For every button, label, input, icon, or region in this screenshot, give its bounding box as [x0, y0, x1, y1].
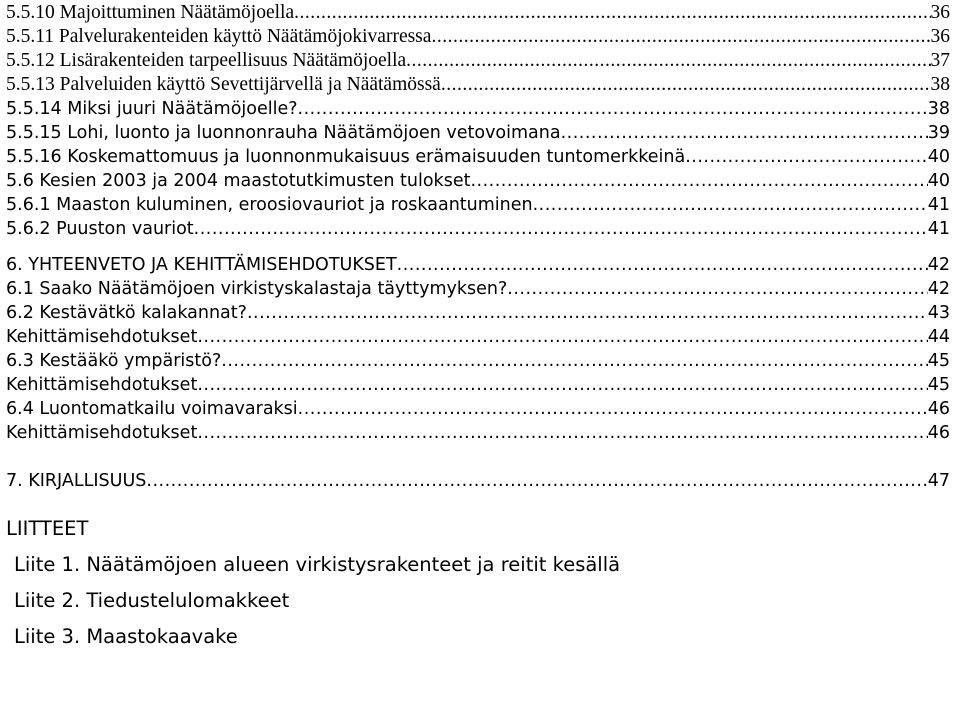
- dot-leader: [298, 97, 928, 121]
- toc-entry[interactable]: 5.5.11 Palvelurakenteiden käyttö Näätämöjokivarressa ..... 36: [6, 25, 950, 49]
- toc-entry[interactable]: Kehittämisehdotukset ..... 45: [6, 373, 950, 397]
- dot-leader: [561, 121, 928, 145]
- toc-entry[interactable]: 5.5.16 Koskemattomuus ja luonnonmukaisuus erämaisuuden tuntomerkkeinä ..... 40: [6, 145, 950, 169]
- dot-leader: [221, 349, 927, 373]
- appendix-item[interactable]: Liite 1. Näätämöjoen alueen virkistysrakenteet ja reitit kesällä: [14, 553, 621, 576]
- toc-entry[interactable]: Kehittämisehdotukset ..... 46: [6, 421, 950, 445]
- toc-entry[interactable]: 5.5.15 Lohi, luonto ja luonnonrauha Näätämöjoen vetovoimana ..... 39: [6, 121, 950, 145]
- toc-entry[interactable]: 7. KIRJALLISUUS ..... 47: [6, 469, 950, 493]
- dot-leader: [247, 301, 928, 325]
- toc-entry[interactable]: Kehittämisehdotukset ..... 44: [6, 325, 950, 349]
- dot-leader: [294, 1, 930, 25]
- dot-leader: [194, 217, 928, 241]
- dot-leader: [397, 253, 928, 277]
- appendix-item[interactable]: Liite 3. Maastokaavake: [14, 625, 238, 648]
- toc-entry[interactable]: 5.6 Kesien 2003 ja 2004 maastotutkimusten tulokset ..... 40: [6, 169, 950, 193]
- dot-leader: [685, 145, 928, 169]
- toc-entry[interactable]: 6.2 Kestävätkö kalakannat? ..... 43: [6, 301, 950, 325]
- toc-entry[interactable]: 6. YHTEENVETO JA KEHITTÄMISEHDOTUKSET ..... 42: [6, 253, 950, 277]
- dot-leader: [197, 325, 927, 349]
- dot-leader: [406, 49, 930, 73]
- toc-entry[interactable]: 5.5.14 Miksi juuri Näätämöjoelle? ..... 38: [6, 97, 950, 121]
- dot-leader: [470, 169, 927, 193]
- dot-leader: [533, 193, 928, 217]
- toc-entry[interactable]: 5.6.2 Puuston vauriot ..... 41: [6, 217, 950, 241]
- toc-entry[interactable]: 5.5.10 Majoittuminen Näätämöjoella ..... 36: [6, 1, 950, 25]
- toc-entry[interactable]: 6.3 Kestääkö ympäristö? ..... 45: [6, 349, 950, 373]
- appendix-item[interactable]: Liite 2. Tiedustelulomakkeet: [14, 589, 290, 612]
- appendix-heading: LIITTEET: [6, 517, 89, 540]
- toc-entry[interactable]: 6.1 Saako Näätämöjoen virkistyskalastaja täyttymyksen? ..... 42: [6, 277, 950, 301]
- dot-leader: [507, 277, 927, 301]
- toc-entry[interactable]: 5.5.13 Palveluiden käyttö Sevettijärvellä ja Näätämössä ..... 38: [6, 73, 950, 97]
- dot-leader: [431, 25, 930, 49]
- toc-entry[interactable]: 5.6.1 Maaston kuluminen, eroosiovauriot ja roskaantuminen ..... 41: [6, 193, 950, 217]
- toc-entry[interactable]: 6.4 Luontomatkailu voimavaraksi ..... 46: [6, 397, 950, 421]
- dot-leader: [146, 469, 927, 493]
- dot-leader: [197, 421, 927, 445]
- dot-leader: [298, 397, 928, 421]
- dot-leader: [197, 373, 927, 397]
- toc-entry[interactable]: 5.5.12 Lisärakenteiden tarpeellisuus Näätämöjoella ..... 37: [6, 49, 950, 73]
- dot-leader: [441, 73, 931, 97]
